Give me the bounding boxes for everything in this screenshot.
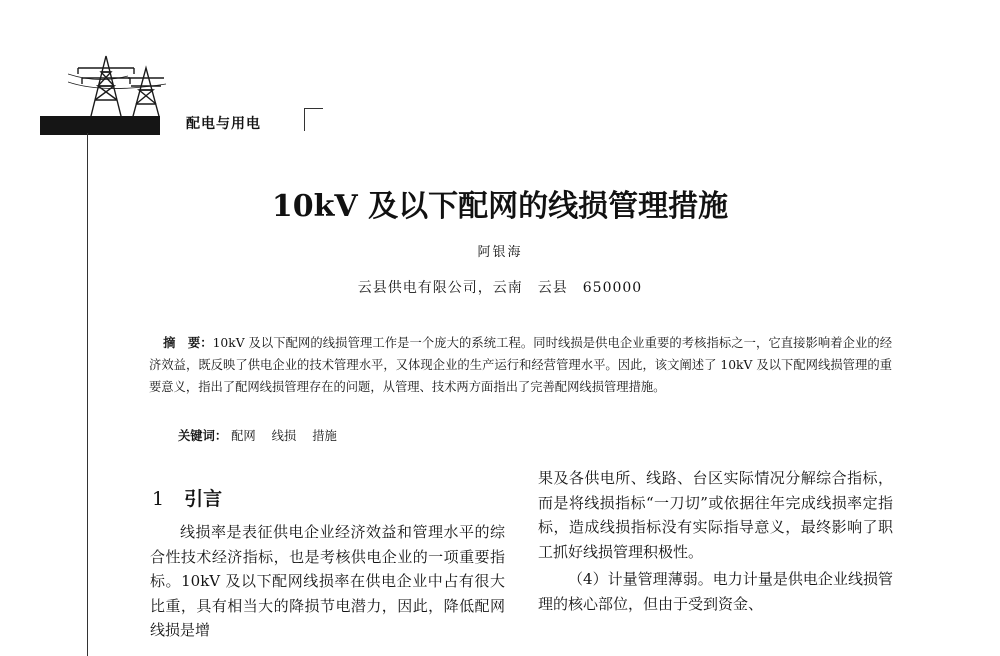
left-column bbox=[150, 520, 505, 643]
abstract-label: 摘 要： bbox=[163, 336, 213, 350]
right-column bbox=[538, 466, 893, 616]
abstract bbox=[149, 332, 892, 398]
body-paragraph: 果及各供电所、线路、台区实际情况分解综合指标，而是将线损指标“一刀切”或依据往年完成线损率定指标，造成线损指标没有实际指导意义，最终影响了职工抓好线损管理积极性。 bbox=[538, 469, 893, 561]
section-number: 1 bbox=[152, 488, 165, 510]
paper-title: 10kV 及以下配网的线损管理措施 bbox=[271, 189, 729, 224]
author-name: 阿银海 bbox=[477, 245, 523, 260]
transmission-tower-icon bbox=[68, 44, 168, 122]
header-bracket bbox=[304, 108, 323, 131]
section-heading bbox=[152, 484, 222, 511]
keywords-label: 关键词： bbox=[178, 429, 228, 443]
abstract-text: 10kV 及以下配网的线损管理工作是一个庞大的系统工程。同时线损是供电企业重要的考核指标之一，它直接影响着企业的经济效益，既反映了供电企业的技术管理水平，又体现企业的生产运行和经营管理水平。因此，该文阐述了 10kV 及以下配网线损管理的重要意义，指出了配网线损管理存在的问题，从管理、技术两方面指出了完善配网线损管理措施。 bbox=[149, 336, 892, 394]
author-affiliation: 云县供电有限公司，云南 云县 650000 bbox=[357, 280, 643, 296]
journal-section-label: 配电与用电 bbox=[186, 116, 261, 132]
section-title: 引言 bbox=[184, 488, 223, 510]
body-paragraph: （4）计量管理薄弱。电力计量是供电企业线损管理的核心部位，但由于受到资金、 bbox=[538, 570, 893, 613]
keyword: 线损 bbox=[271, 429, 297, 443]
keywords bbox=[178, 426, 349, 444]
keyword: 措施 bbox=[312, 429, 337, 443]
body-paragraph: 线损率是表征供电企业经济效益和管理水平的综合性技术经济指标，也是考核供电企业的一项重要指标。10kV 及以下配网线损率在供电企业中占有很大比重，具有相当大的降损节电潜力，因此，降低配网线损是增 bbox=[150, 523, 505, 639]
keyword: 配网 bbox=[231, 429, 256, 443]
